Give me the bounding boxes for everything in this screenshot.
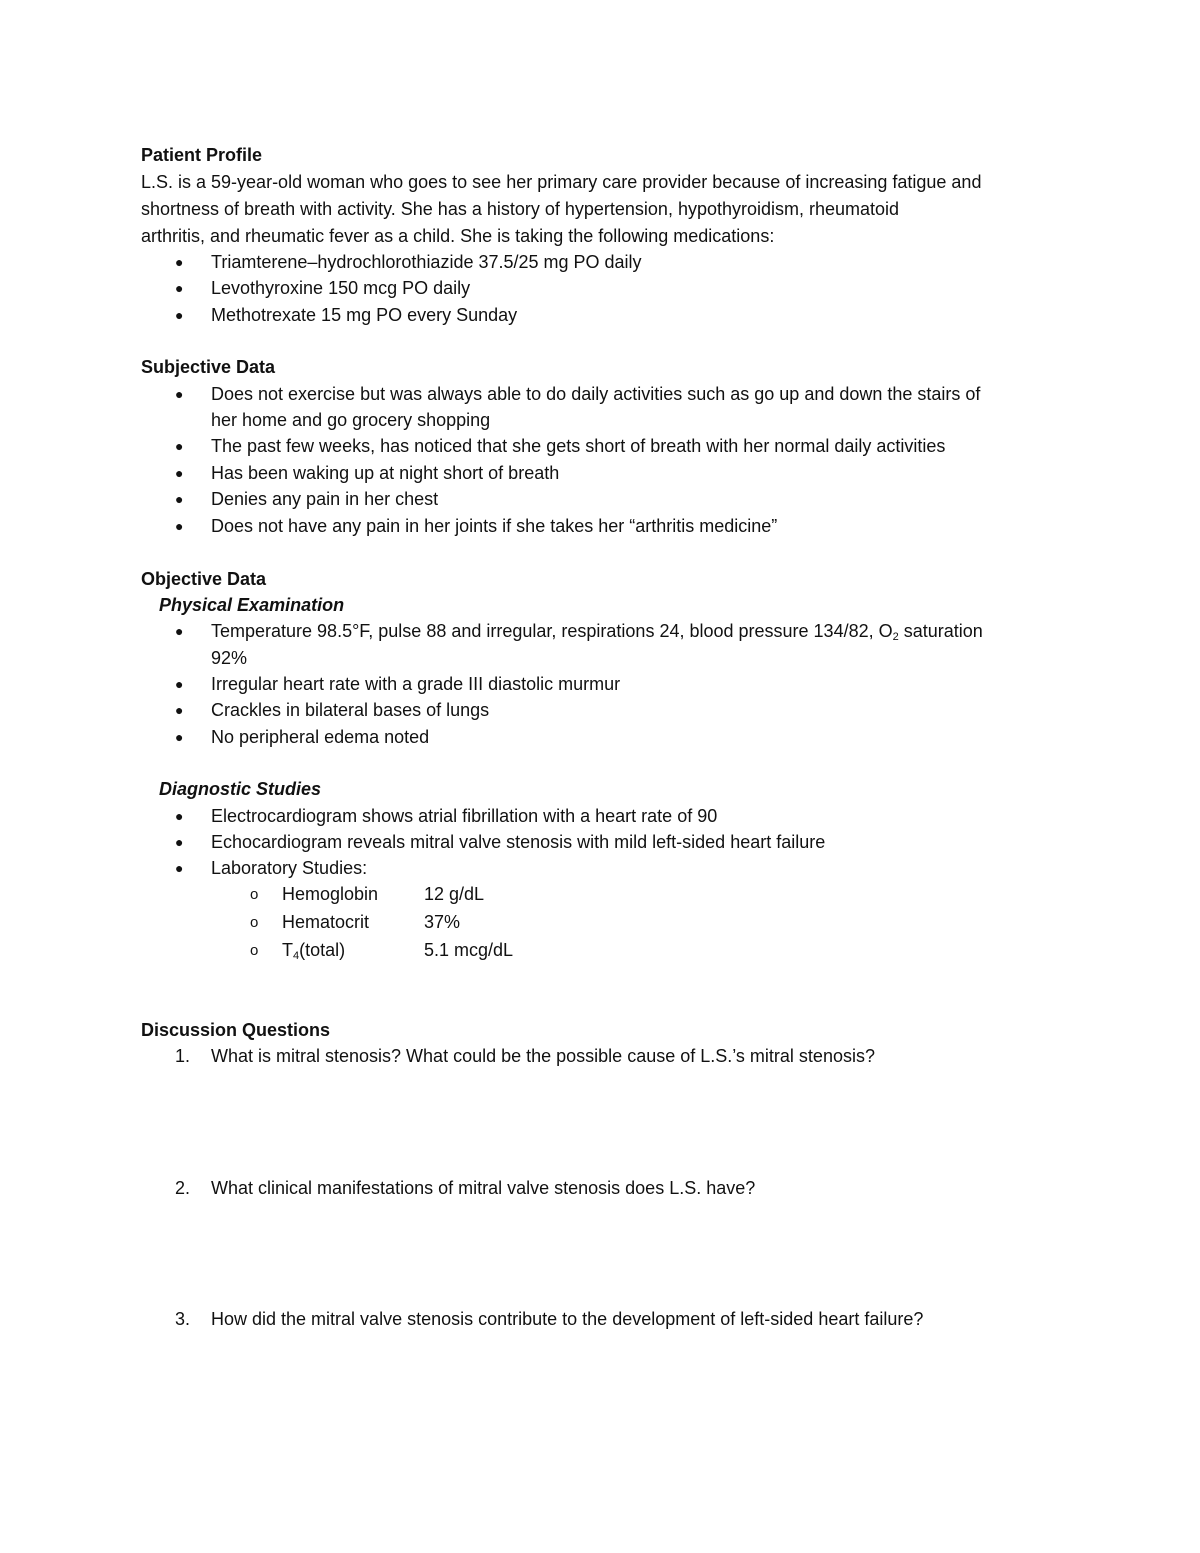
section-heading-discussion: Discussion Questions xyxy=(141,1020,331,1040)
subheading-physical-examination: Physical Examination xyxy=(159,595,345,615)
question-number: 2. xyxy=(175,1178,191,1198)
diagnostic-item: Laboratory Studies: xyxy=(211,858,368,878)
bullet-icon: ● xyxy=(175,860,184,876)
section-heading-subjective: Subjective Data xyxy=(141,357,276,377)
bullet-icon: ● xyxy=(175,834,184,850)
lab-name-subscript: 4 xyxy=(293,950,300,962)
subjective-item: Has been waking up at night short of breath xyxy=(211,463,560,483)
subjective-item: Does not have any pain in her joints if she takes her “arthritis medicine” xyxy=(211,516,778,536)
diagnostic-item: Electrocardiogram shows atrial fibrillation with a heart rate of 90 xyxy=(211,806,718,826)
vitals-text-end: saturation xyxy=(898,621,983,641)
vitals-subscript: 2 xyxy=(892,631,899,643)
lab-name xyxy=(282,937,345,963)
medication-item: Levothyroxine 150 mcg PO daily xyxy=(211,278,471,298)
subjective-item: Does not exercise but was always able to do daily activities such as go up and down the stairs of xyxy=(211,384,981,404)
lab-value: 37% xyxy=(424,912,461,932)
question-text: How did the mitral valve stenosis contribute to the development of left-sided heart failure? xyxy=(211,1309,924,1329)
bullet-icon: ● xyxy=(175,280,184,296)
subjective-item: Denies any pain in her chest xyxy=(211,489,439,509)
bullet-icon: ● xyxy=(175,386,184,402)
bullet-icon: ● xyxy=(175,438,184,454)
bullet-icon: ● xyxy=(175,808,184,824)
lab-value: 12 g/dL xyxy=(424,884,485,904)
bullet-icon: ● xyxy=(175,518,184,534)
medication-item: Triamterene–hydrochlorothiazide 37.5/25 mg PO daily xyxy=(211,252,642,272)
lab-value: 5.1 mcg/dL xyxy=(424,940,514,960)
question-text: What clinical manifestations of mitral valve stenosis does L.S. have? xyxy=(211,1178,756,1198)
question-text: What is mitral stenosis? What could be the possible cause of L.S.’s mitral stenosis? xyxy=(211,1046,875,1066)
bullet-icon: ● xyxy=(175,254,184,270)
section-heading-objective: Objective Data xyxy=(141,569,267,589)
section-heading-patient-profile: Patient Profile xyxy=(141,145,263,165)
patient-intro-line: shortness of breath with activity. She has a history of hypertension, hypothyroidism, rheumatoid xyxy=(141,199,900,219)
exam-item: No peripheral edema noted xyxy=(211,727,430,747)
lab-name-suffix: (total) xyxy=(299,940,346,960)
lab-name-text: T xyxy=(282,940,293,960)
vitals-item-continuation: 92% xyxy=(211,648,248,668)
circle-bullet-icon: o xyxy=(250,914,259,931)
bullet-icon: ● xyxy=(175,702,184,718)
bullet-icon: ● xyxy=(175,729,184,745)
exam-item: Crackles in bilateral bases of lungs xyxy=(211,700,490,720)
exam-item: Irregular heart rate with a grade III diastolic murmur xyxy=(211,674,621,694)
bullet-icon: ● xyxy=(175,676,184,692)
subjective-item-continuation: her home and go grocery shopping xyxy=(211,410,491,430)
subheading-diagnostic-studies: Diagnostic Studies xyxy=(159,779,322,799)
lab-name: Hemoglobin xyxy=(282,884,379,904)
bullet-icon: ● xyxy=(175,623,184,639)
bullet-icon: ● xyxy=(175,307,184,323)
vitals-item xyxy=(211,618,983,644)
patient-intro-line: L.S. is a 59-year-old woman who goes to see her primary care provider because of increasing fatigue and xyxy=(141,172,982,192)
lab-name: Hematocrit xyxy=(282,912,370,932)
diagnostic-item: Echocardiogram reveals mitral valve stenosis with mild left-sided heart failure xyxy=(211,832,826,852)
bullet-icon: ● xyxy=(175,491,184,507)
medication-item: Methotrexate 15 mg PO every Sunday xyxy=(211,305,518,325)
bullet-icon: ● xyxy=(175,465,184,481)
question-number: 1. xyxy=(175,1046,191,1066)
patient-intro-line: arthritis, and rheumatic fever as a child. She is taking the following medications: xyxy=(141,226,775,246)
question-number: 3. xyxy=(175,1309,191,1329)
subjective-item: The past few weeks, has noticed that she gets short of breath with her normal daily activities xyxy=(211,436,946,456)
circle-bullet-icon: o xyxy=(250,886,259,903)
vitals-text: Temperature 98.5°F, pulse 88 and irregular, respirations 24, blood pressure 134/82, O xyxy=(211,621,893,641)
circle-bullet-icon: o xyxy=(250,942,259,959)
